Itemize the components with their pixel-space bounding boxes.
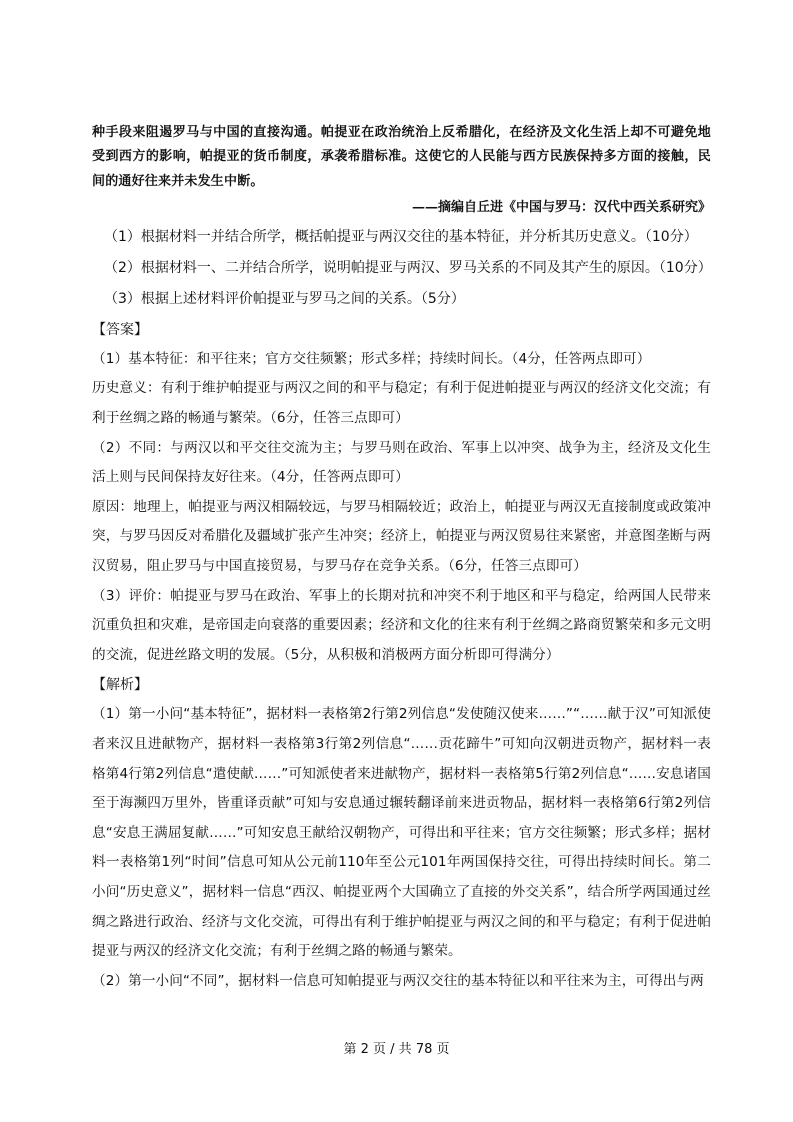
answer-section bbox=[92, 315, 711, 671]
material-passage: 种手段来阻遏罗马与中国的直接沟通。帕提亚在政治统治上反希腊化，在经济及文化生活上却不可避免地受到西方的影响，帕提亚的货币制度，承袭希腊标准。这使它的人民能与西方民族保持多方面的接触，民间的通好往来并未发生中断。 bbox=[92, 125, 711, 189]
analysis-paragraph-1: （1）第一小问“基本特征”，据材料一表格第2行第2列信息“发使随汉使来……”“……献于汉”可知派使者来汉且进献物产，据材料一表格第3行第2列信息“……贡花蹄牛”可知向汉朝进贡物产，据材料一表格第4行第2列信息“遣使献……”可知派使者来进献物产，据材料一表格第5行第2列信息“……安息诸国至于海濒四万里外，皆重译贡献”可知与安息通过辗转翻译前来进贡物品，据材料一表格第6行第2列信息“安息王满屈复献……”可知安息王献给汉朝物产，可得出和平往来；官方交往频繁；形式多样；据材料一表格第1列“时间”信息可知从公元前110年至公元101年两国保持交往，可得出持续时间长。第二小问“历史意义”，据材料一信息“西汉、帕提亚两个大国确立了直接的外交关系”，结合所学两国通过丝绸之路进行政治、经济与文化交流，可得出有利于维护帕提亚与两汉之间的和平与稳定；有利于促进帕提亚与两汉的经济文化交流；有利于丝绸之路的畅通与繁荣。 bbox=[92, 706, 711, 960]
answer-paragraph-3: （2）不同：与两汉以和平交往交流为主；与罗马则在政治、军事上以冲突、战争为主，经济及文化生活上则与民间保持友好往来。（4分，任答两点即可） bbox=[92, 439, 711, 486]
material-source: ——摘编自丘进《中国与罗马：汉代中西关系研究》 bbox=[411, 199, 711, 215]
answer-paragraph-2: 历史意义：有利于维护帕提亚与两汉之间的和平与稳定；有利于促进帕提亚与两汉的经济文化交流；有利于丝绸之路的畅通与繁荣。（6分，任答三点即可） bbox=[92, 380, 711, 427]
analysis-paragraph-2: （2）第一小问“不同”，据材料一信息可知帕提亚与两汉交往的基本特征以和平往来为主，可得出与两 bbox=[92, 972, 704, 989]
answer-paragraph-5: （3）评价：帕提亚与罗马在政治、军事上的长期对抗和冲突不利于地区和平与稳定，给两国人民带来沉重负担和灾难，是帝国走向衰落的重要因素；经济和文化的往来有利于丝绸之路商贸繁荣和多元文明的交流，促进丝路文明的发展。（5分，从积极和消极两方面分析即可得满分） bbox=[92, 587, 711, 663]
analysis-section bbox=[92, 670, 711, 996]
question-3: （3）根据上述材料评价帕提亚与罗马之间的关系。（5分） bbox=[104, 290, 465, 307]
analysis-heading: 【解析】 bbox=[92, 677, 148, 694]
question-2: （2）根据材料一、二并结合所学，说明帕提亚与两汉、罗马关系的不同及其产生的原因。（10分） bbox=[104, 259, 712, 276]
answer-paragraph-4: 原因：地理上，帕提亚与两汉相隔较远，与罗马相隔较近；政治上，帕提亚与两汉无直接制度或政策冲突，与罗马因反对希腊化及疆域扩张产生冲突；经济上，帕提亚与两汉贸易往来紧密，并意图垄断与两汉贸易，阻止罗马与中国直接贸易，与罗马存在竞争关系。（6分，任答三点即可） bbox=[92, 498, 711, 575]
page-footer: 第 2 页 / 共 78 页 bbox=[343, 1042, 450, 1057]
question-list bbox=[92, 222, 711, 315]
answer-paragraph-1: （1）基本特征：和平往来；官方交往频繁；形式多样；持续时间长。（4分，任答两点即可） bbox=[92, 350, 651, 367]
document-page bbox=[92, 121, 711, 996]
question-1: （1）根据材料一并结合所学，概括帕提亚与两汉交往的基本特征，并分析其历史意义。（10分） bbox=[104, 228, 698, 245]
answer-heading: 【答案】 bbox=[92, 321, 148, 338]
